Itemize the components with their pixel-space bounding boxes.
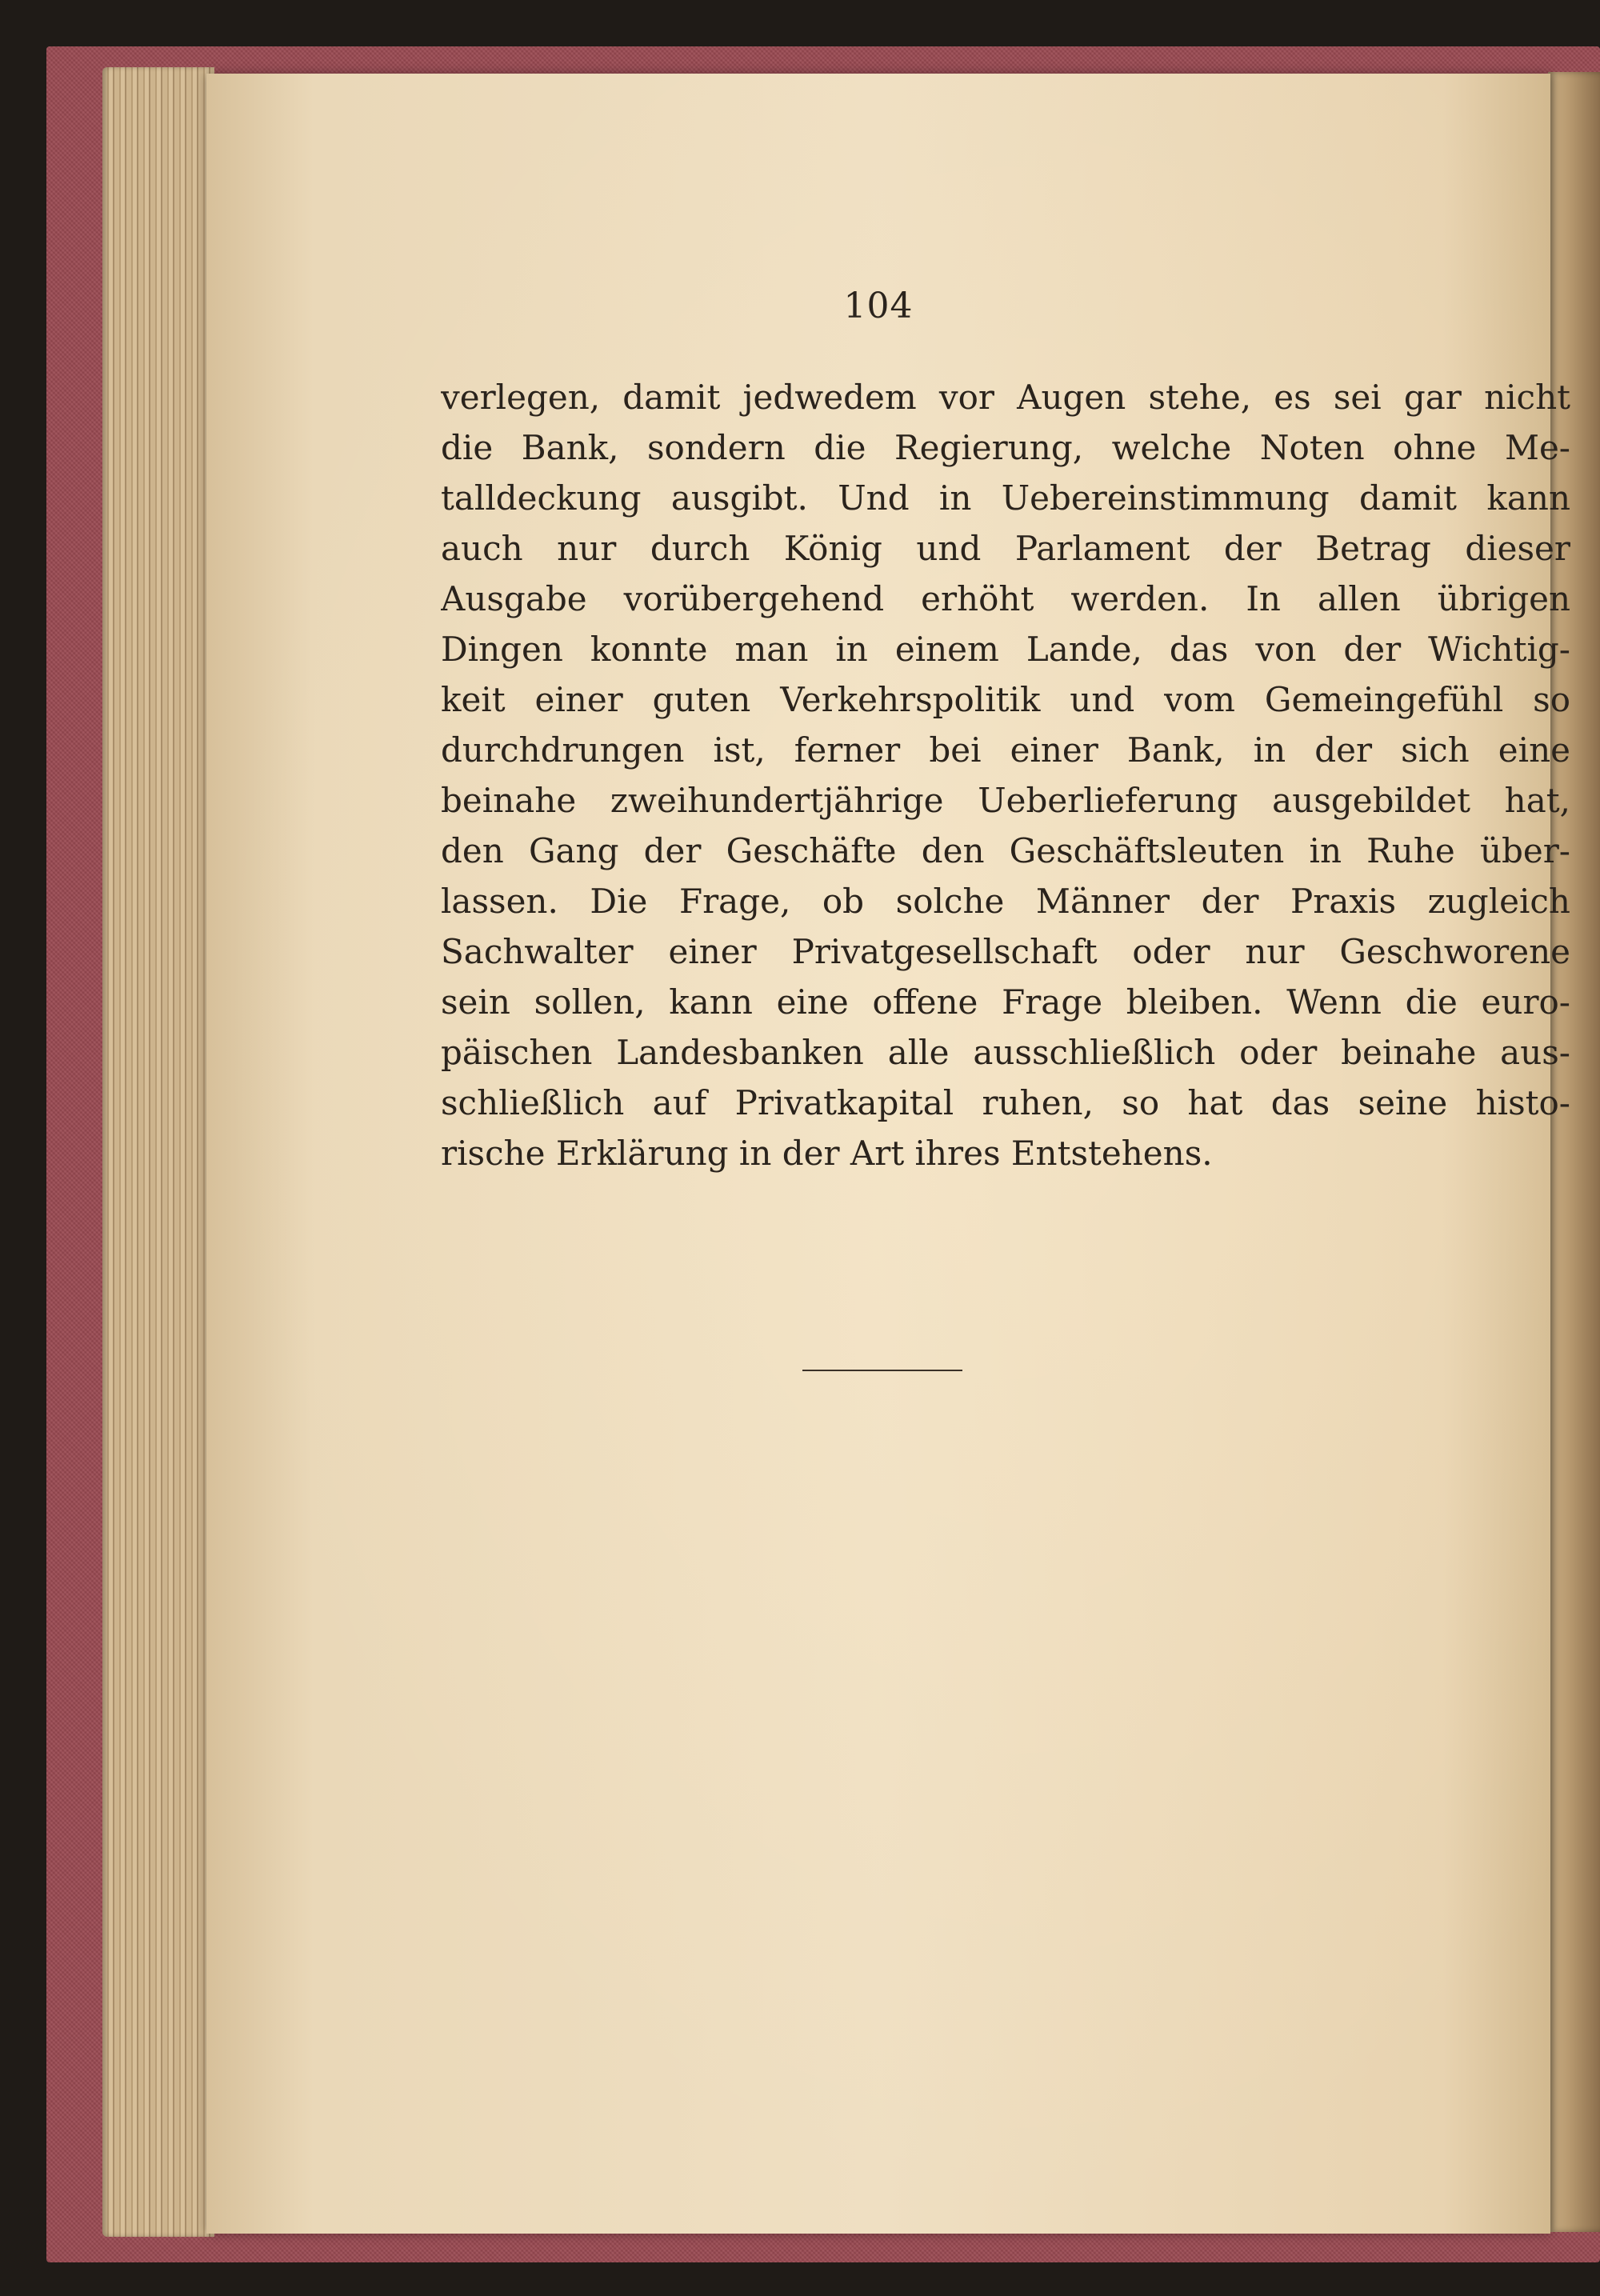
text-line: durchdrungen ist, ferner bei einer Bank, in der sich eine (441, 730, 1570, 770)
text-line: auch nur durch König und Parlament der Betrag dieser (441, 529, 1570, 568)
page-edges-left (102, 67, 214, 2237)
text-line: beinahe zweihundertjährige Ueberlieferung ausgebildet hat, (441, 781, 1570, 820)
text-line: Sachwalter einer Privatgesellschaft oder nur Geschworene (441, 932, 1570, 971)
text-line: schließlich auf Privatkapital ruhen, so hat das seine histo- (441, 1083, 1570, 1122)
text-line: den Gang der Geschäfte den Geschäftsleuten in Ruhe über- (441, 831, 1570, 870)
text-line: lassen. Die Frage, ob solche Männer der Praxis zugleich (441, 882, 1570, 921)
end-rule-divider (802, 1370, 962, 1371)
text-line: talldeckung ausgibt. Und in Uebereinstimmung damit kann (441, 478, 1570, 518)
text-line-last: rische Erklärung in der Art ihres Entstehens. (441, 1134, 1213, 1173)
text-line: sein sollen, kann eine offene Frage bleiben. Wenn die euro- (441, 982, 1570, 1022)
text-line: keit einer guten Verkehrspolitik und vom Gemeingefühl so (441, 680, 1570, 719)
body-text (441, 372, 1570, 1178)
text-line: verlegen, damit jedwedem vor Augen stehe, es sei gar nicht (441, 378, 1570, 417)
book-page (206, 74, 1570, 2234)
text-line: die Bank, sondern die Regierung, welche Noten ohne Me- (441, 428, 1570, 467)
text-line: päischen Landesbanken alle ausschließlich oder beinahe aus- (441, 1033, 1570, 1072)
text-line: Ausgabe vorübergehend erhöht werden. In allen übrigen (441, 579, 1570, 618)
text-line: Dingen konnte man in einem Lande, das von der Wichtig- (441, 630, 1570, 669)
page-number: 104 (843, 286, 914, 326)
